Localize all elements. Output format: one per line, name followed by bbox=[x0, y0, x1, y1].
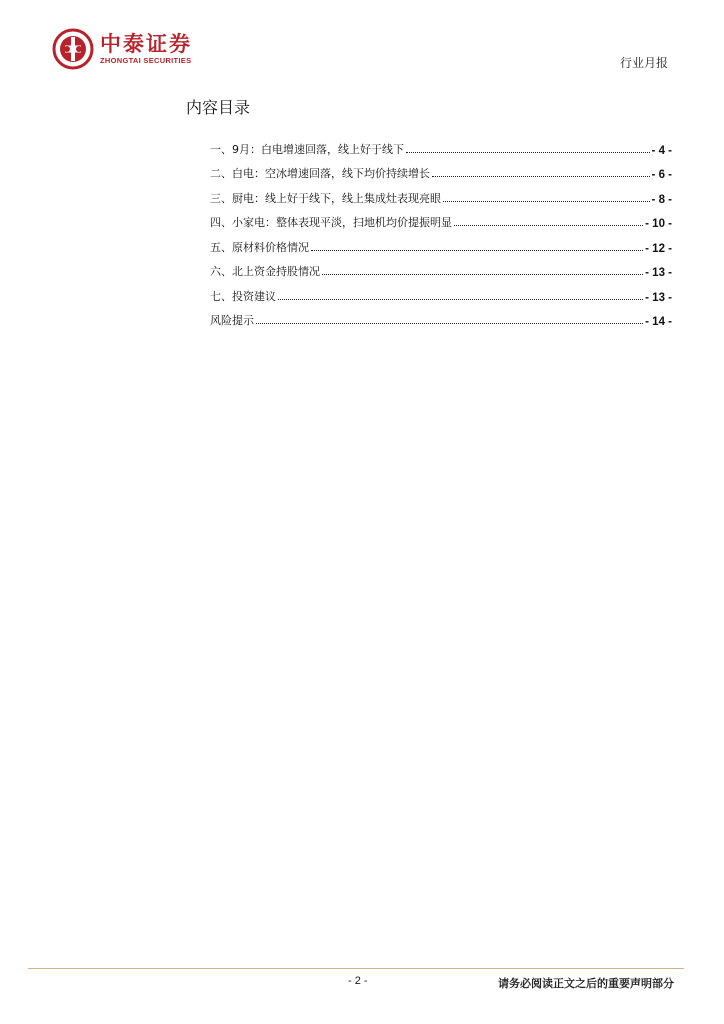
page-number: - 2 - bbox=[348, 975, 368, 987]
toc-dot-leader bbox=[256, 323, 643, 324]
zhongtai-logo-icon bbox=[52, 28, 94, 70]
toc-entry[interactable] bbox=[210, 157, 672, 182]
toc-entry-label: 五、原材料价格情况 bbox=[210, 240, 309, 254]
toc-entry[interactable] bbox=[210, 255, 672, 280]
toc-entry-page: - 6 - bbox=[651, 169, 672, 181]
toc-entry[interactable] bbox=[210, 206, 672, 231]
toc-dot-leader bbox=[443, 201, 650, 202]
company-logo bbox=[52, 28, 192, 70]
toc-entry-page: - 12 - bbox=[645, 242, 672, 255]
logo-chinese-name: 中泰证券 bbox=[100, 32, 192, 56]
report-type-label: 行业月报 bbox=[619, 56, 668, 70]
toc-entry-label: 三、厨电：线上好于线下，线上集成灶表现亮眼 bbox=[210, 191, 441, 205]
footer-divider bbox=[28, 968, 684, 969]
toc-entry-label: 二、白电：空冰增速回落，线下均价持续增长 bbox=[210, 167, 430, 180]
toc-dot-leader bbox=[432, 176, 650, 177]
toc-entry-page: - 8 - bbox=[651, 193, 672, 206]
toc-entry[interactable] bbox=[210, 304, 672, 329]
toc-entry-label: 风险提示 bbox=[210, 314, 254, 327]
toc-entry[interactable] bbox=[210, 230, 672, 255]
toc-entry-page: - 10 - bbox=[645, 218, 672, 230]
toc-entry-page: - 13 - bbox=[645, 267, 672, 279]
toc-entry[interactable] bbox=[210, 279, 672, 304]
toc-entry-label: 七、投资建议 bbox=[210, 289, 276, 303]
toc-entry[interactable] bbox=[210, 181, 672, 206]
toc-entry-label: 一、9月：白电增速回落，线上好于线下 bbox=[210, 142, 404, 156]
toc-dot-leader bbox=[406, 152, 650, 153]
toc-entry-page: - 4 - bbox=[651, 144, 672, 157]
toc-entry-label: 四、小家电：整体表现平淡，扫地机均价提振明显 bbox=[210, 216, 452, 229]
toc-entry-page: - 13 - bbox=[645, 291, 672, 304]
footer-disclaimer: 请务必阅读正文之后的重要声明部分 bbox=[498, 977, 674, 990]
table-of-contents bbox=[210, 132, 672, 328]
toc-entry[interactable] bbox=[210, 132, 672, 157]
toc-entry-page: - 14 - bbox=[645, 316, 672, 328]
toc-dot-leader bbox=[454, 225, 643, 226]
toc-dot-leader bbox=[322, 274, 643, 275]
toc-title: 内容目录 bbox=[186, 98, 251, 117]
toc-dot-leader bbox=[311, 250, 643, 251]
toc-entry-label: 六、北上资金持股情况 bbox=[210, 265, 320, 278]
toc-dot-leader bbox=[278, 299, 643, 300]
logo-english-name: ZHONGTAI SECURITIES bbox=[100, 56, 192, 65]
